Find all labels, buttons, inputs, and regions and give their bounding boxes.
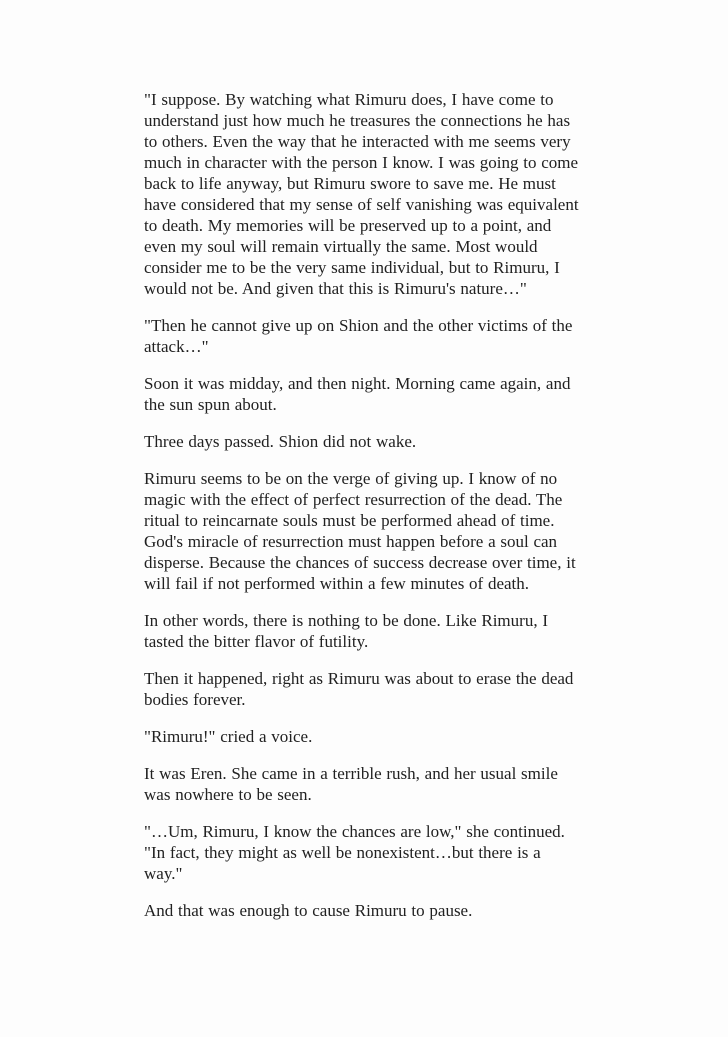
paragraph: In other words, there is nothing to be done. Like Rimuru, I tasted the bitter flavor of futility.	[144, 611, 548, 651]
paragraph: It was Eren. She came in a terrible rush, and her usual smile was nowhere to be seen.	[144, 764, 558, 804]
paragraph: "Rimuru!" cried a voice.	[144, 727, 313, 746]
paragraph: Rimuru seems to be on the verge of giving up. I know of no magic with the effect of perfect resurrection of the dead. The ritual to reincarnate souls must be performed ahead of time. God's miracle of resurrection must happen before a soul can disperse. Because the chances of success decrease over time, it will fail if not performed within a few minutes of death.	[144, 469, 576, 593]
paragraph: Soon it was midday, and then night. Morning came again, and the sun spun about.	[144, 374, 571, 414]
paragraph: Three days passed. Shion did not wake.	[144, 432, 417, 451]
paragraph: Then it happened, right as Rimuru was about to erase the dead bodies forever.	[144, 669, 574, 709]
paragraph: "I suppose. By watching what Rimuru does, I have come to understand just how much he treasures the connections he has to others. Even the way that he interacted with me seems very much in character with the person I know. I was going to come back to life anyway, but Rimuru swore to save me. He must have considered that my sense of self vanishing was equivalent to death. My memories will be preserved up to a point, and even my soul will remain virtually the same. Most would consider me to be the very same individual, but to Rimuru, I would not be. And given that this is Rimuru's nature…"	[144, 90, 579, 298]
paragraph: And that was enough to cause Rimuru to pause.	[144, 901, 473, 920]
text-column	[144, 89, 581, 921]
paragraph: "…Um, Rimuru, I know the chances are low," she continued. "In fact, they might as well be nonexistent…but there is a way."	[144, 822, 565, 883]
paragraph: "Then he cannot give up on Shion and the other victims of the attack…"	[144, 316, 573, 356]
